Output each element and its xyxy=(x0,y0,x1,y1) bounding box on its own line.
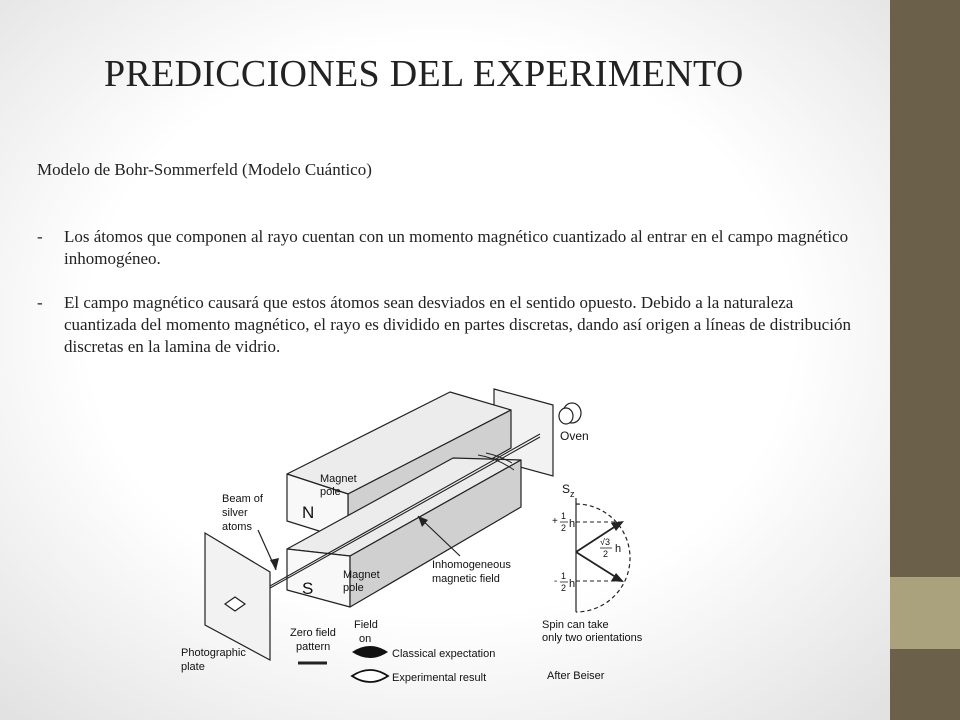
bullet-item xyxy=(37,292,857,358)
experimental-result-mark xyxy=(352,670,388,682)
slide-subtitle: Modelo de Bohr-Sommerfeld (Modelo Cuántico) xyxy=(37,160,372,179)
experimental-result-label: Experimental result xyxy=(392,672,487,684)
sz-subscript: z xyxy=(570,489,575,499)
bullet-marker: - xyxy=(37,227,43,246)
magnet-pole-label-top: pole xyxy=(320,486,341,498)
plus-sign: + xyxy=(552,516,558,527)
half-denominator: 2 xyxy=(561,583,567,593)
hbar-symbol: h xyxy=(569,578,576,590)
beam-label: atoms xyxy=(222,521,252,533)
pole-n-label: N xyxy=(302,503,315,522)
magnet-pole-label-bottom: pole xyxy=(343,582,364,594)
classical-expectation-label: Classical expectation xyxy=(392,648,496,660)
sqrt3-numerator: √3 xyxy=(600,537,610,547)
half-numerator: 1 xyxy=(561,571,567,581)
spin-caption: Spin can take xyxy=(542,619,609,631)
photographic-plate-label: Photographic xyxy=(181,647,246,659)
decorative-side-band xyxy=(890,577,960,649)
hbar-symbol: h xyxy=(569,518,576,530)
after-beiser-label: After Beiser xyxy=(547,670,605,682)
field-on-label: on xyxy=(359,633,372,645)
spin-caption: only two orientations xyxy=(542,632,643,644)
zero-field-label: pattern xyxy=(296,641,331,653)
sz-symbol: S xyxy=(562,482,571,496)
field-on-label: Field xyxy=(354,619,378,631)
bullet-item xyxy=(37,226,857,270)
oven-label: Oven xyxy=(560,429,589,443)
pole-s-label: S xyxy=(302,579,314,598)
beam-label: silver xyxy=(222,507,248,519)
magnet-pole-label-bottom: Magnet xyxy=(343,569,380,581)
bullet-text: Los átomos que componen al rayo cuentan con un momento magnético cuantizado al entrar en el campo magnético inhomogéneo. xyxy=(64,227,849,268)
slide-title: PREDICCIONES DEL EXPERIMENTO xyxy=(104,53,744,95)
photographic-plate-label: plate xyxy=(181,661,205,673)
bullet-marker: - xyxy=(37,293,43,312)
inhomogeneous-label: Inhomogeneous xyxy=(432,559,511,571)
hbar-symbol: h xyxy=(615,543,622,555)
half-numerator: 1 xyxy=(561,511,567,521)
inhomogeneous-label: magnetic field xyxy=(432,573,500,585)
classical-expectation-mark xyxy=(352,646,388,658)
minus-sign: - xyxy=(554,576,558,587)
oven-icon xyxy=(559,403,581,424)
magnet-pole-label-top: Magnet xyxy=(320,473,357,485)
stern-gerlach-diagram xyxy=(170,385,670,695)
photographic-plate xyxy=(205,533,270,660)
sqrt3-denominator: 2 xyxy=(603,549,609,559)
zero-field-label: Zero field xyxy=(290,627,336,639)
half-denominator: 2 xyxy=(561,523,567,533)
beam-label: Beam of xyxy=(222,493,263,505)
bullet-text: El campo magnético causará que estos átomos sean desviados en el sentido opuesto. Debido a la naturaleza cuantizada del momento magnético, el rayo es dividido en partes discretas, dando así origen a líneas de distribución discretas en la lamina de vidrio. xyxy=(64,293,851,356)
beam-pointer-arrowhead xyxy=(270,558,279,570)
